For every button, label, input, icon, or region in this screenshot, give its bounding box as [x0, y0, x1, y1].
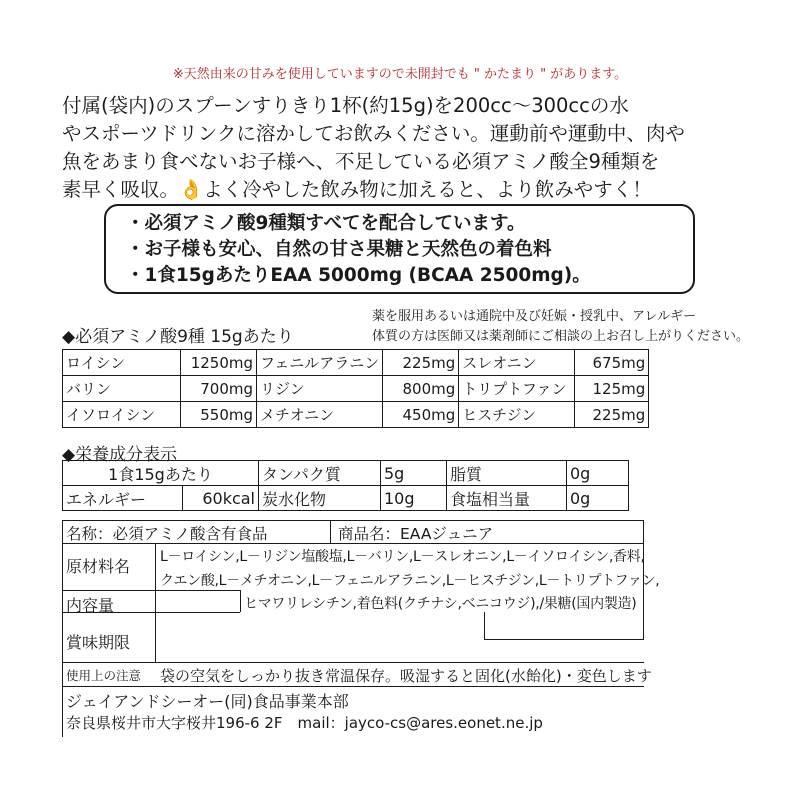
- intro-line: 素早く吸収。👌よく冷やした飲み物に加えると、より飲みやすく！: [62, 178, 652, 201]
- amino-name: リジン: [257, 376, 383, 402]
- table-border: [62, 590, 240, 591]
- table-row: [63, 461, 629, 486]
- product-info-table: [62, 520, 660, 737]
- usage-instructions: [62, 92, 752, 204]
- intro-line: 魚をあまり食べないお子様へ、不足している必須アミノ酸全9種類を: [62, 150, 660, 173]
- nutrient-value: 10g: [381, 486, 447, 511]
- amino-acid-table: [62, 349, 649, 428]
- amino-amount: 550mg: [181, 402, 257, 428]
- table-border: [62, 686, 644, 687]
- amino-amount: 800mg: [383, 376, 459, 402]
- nutrient-name: 食塩相当量: [447, 486, 567, 511]
- company-address: 奈良県桜井市大字桜井196-6 2F mail：jayco-cs@ares.eonet.ne.jp: [66, 714, 543, 732]
- intro-line: やスポーツドリンクに溶かしてお飲みください。運動前や運動中、肉や: [62, 122, 685, 145]
- amino-amount: 450mg: [383, 402, 459, 428]
- table-border: [240, 590, 241, 612]
- company-name: ジェイアンドシーオー(同)食品事業本部: [66, 692, 349, 711]
- amino-name: バリン: [63, 376, 181, 402]
- product-name: 商品名：EAAジュニア: [338, 525, 494, 543]
- amino-name: イソロイシン: [63, 402, 181, 428]
- ingredients-line: ヒマワリレシチン,着色料(クチナシ,ベニコウジ),/果糖(国内製造): [244, 596, 637, 612]
- nutrient-value: 5g: [381, 461, 447, 486]
- nutrient-value: 0g: [567, 486, 629, 511]
- amino-name: ヒスチジン: [459, 402, 575, 428]
- amino-amount: 700mg: [181, 376, 257, 402]
- amino-name: フェニルアラニン: [257, 350, 383, 376]
- amino-amount: 225mg: [383, 350, 459, 376]
- nutrition-table: [62, 460, 629, 511]
- nutrition-section-title: ◆栄養成分表示: [62, 445, 178, 465]
- table-border: [62, 662, 644, 663]
- usage-text: 袋の空気をしっかり抜き常温保存。吸湿すると固化(水飴化)・変色します: [160, 667, 652, 685]
- ingredients-line: L－ロイシン,L－リジン塩酸塩,L－バリン,L－スレオニン,L－イソロイシン,香料,: [160, 549, 645, 565]
- nutrient-value: 60kcal: [183, 486, 259, 511]
- intro-line: 付属(袋内)のスプーンすりきり1杯(約15g)を200cc～300ccの水: [62, 94, 629, 117]
- highlight-item: ・1食15gあたりEAA 5000mg (BCAA 2500mg)。: [126, 265, 591, 286]
- highlight-item: ・必須アミノ酸9種類すべてを配合しています。: [126, 213, 526, 234]
- ingredients-line: クエン酸,L－メチオニン,L－フェニルアラニン,L－ヒスチジン,L－トリプトファン,: [160, 573, 660, 589]
- amino-amount: 675mg: [575, 350, 649, 376]
- nutrient-name: 脂質: [447, 461, 567, 486]
- amino-name: ロイシン: [63, 350, 181, 376]
- amino-name: メチオニン: [257, 402, 383, 428]
- product-category: 名称：必須アミノ酸含有食品: [66, 525, 268, 543]
- amino-name: スレオニン: [459, 350, 575, 376]
- content-label: 内容量: [66, 596, 115, 615]
- unopened-clump-notice: ※天然由来の甘みを使用していますので未開封でも " かたまり " があります。: [172, 67, 628, 82]
- table-border: [484, 612, 485, 640]
- table-border: [484, 639, 644, 640]
- table-row: [63, 350, 649, 376]
- nutrient-name: 炭水化物: [259, 486, 381, 511]
- usage-label: 使用上の注意: [66, 668, 142, 683]
- ingredients-label: 原材料名: [66, 557, 131, 576]
- highlight-item: ・お子様も安心、自然の甘さ果糖と天然色の着色料: [126, 239, 552, 260]
- table-border: [155, 543, 156, 663]
- table-border: [62, 520, 63, 737]
- nutrient-name: エネルギー: [63, 486, 183, 511]
- amino-section-title: ◆必須アミノ酸9種 15gあたり: [62, 327, 294, 347]
- serving-size: 1食15gあたり: [63, 461, 259, 486]
- table-border: [330, 520, 331, 543]
- table-border: [62, 520, 644, 521]
- amino-amount: 225mg: [575, 402, 649, 428]
- expiry-label: 賞味期限: [66, 633, 131, 652]
- amino-amount: 1250mg: [181, 350, 257, 376]
- amino-amount: 125mg: [575, 376, 649, 402]
- medical-caution: [372, 307, 749, 347]
- caution-line: 薬を服用あるいは通院中及び妊娠・授乳中、アレルギー: [372, 309, 697, 324]
- table-row: [63, 486, 629, 511]
- highlights-box: [104, 204, 695, 294]
- nutrient-name: タンパク質: [259, 461, 381, 486]
- table-row: [63, 376, 649, 402]
- table-row: [63, 402, 649, 428]
- amino-name: トリプトファン: [459, 376, 575, 402]
- caution-line: 体質の方は医師又は薬剤師にご相談の上お召し上がりください。: [372, 329, 750, 344]
- nutrient-value: 0g: [567, 461, 629, 486]
